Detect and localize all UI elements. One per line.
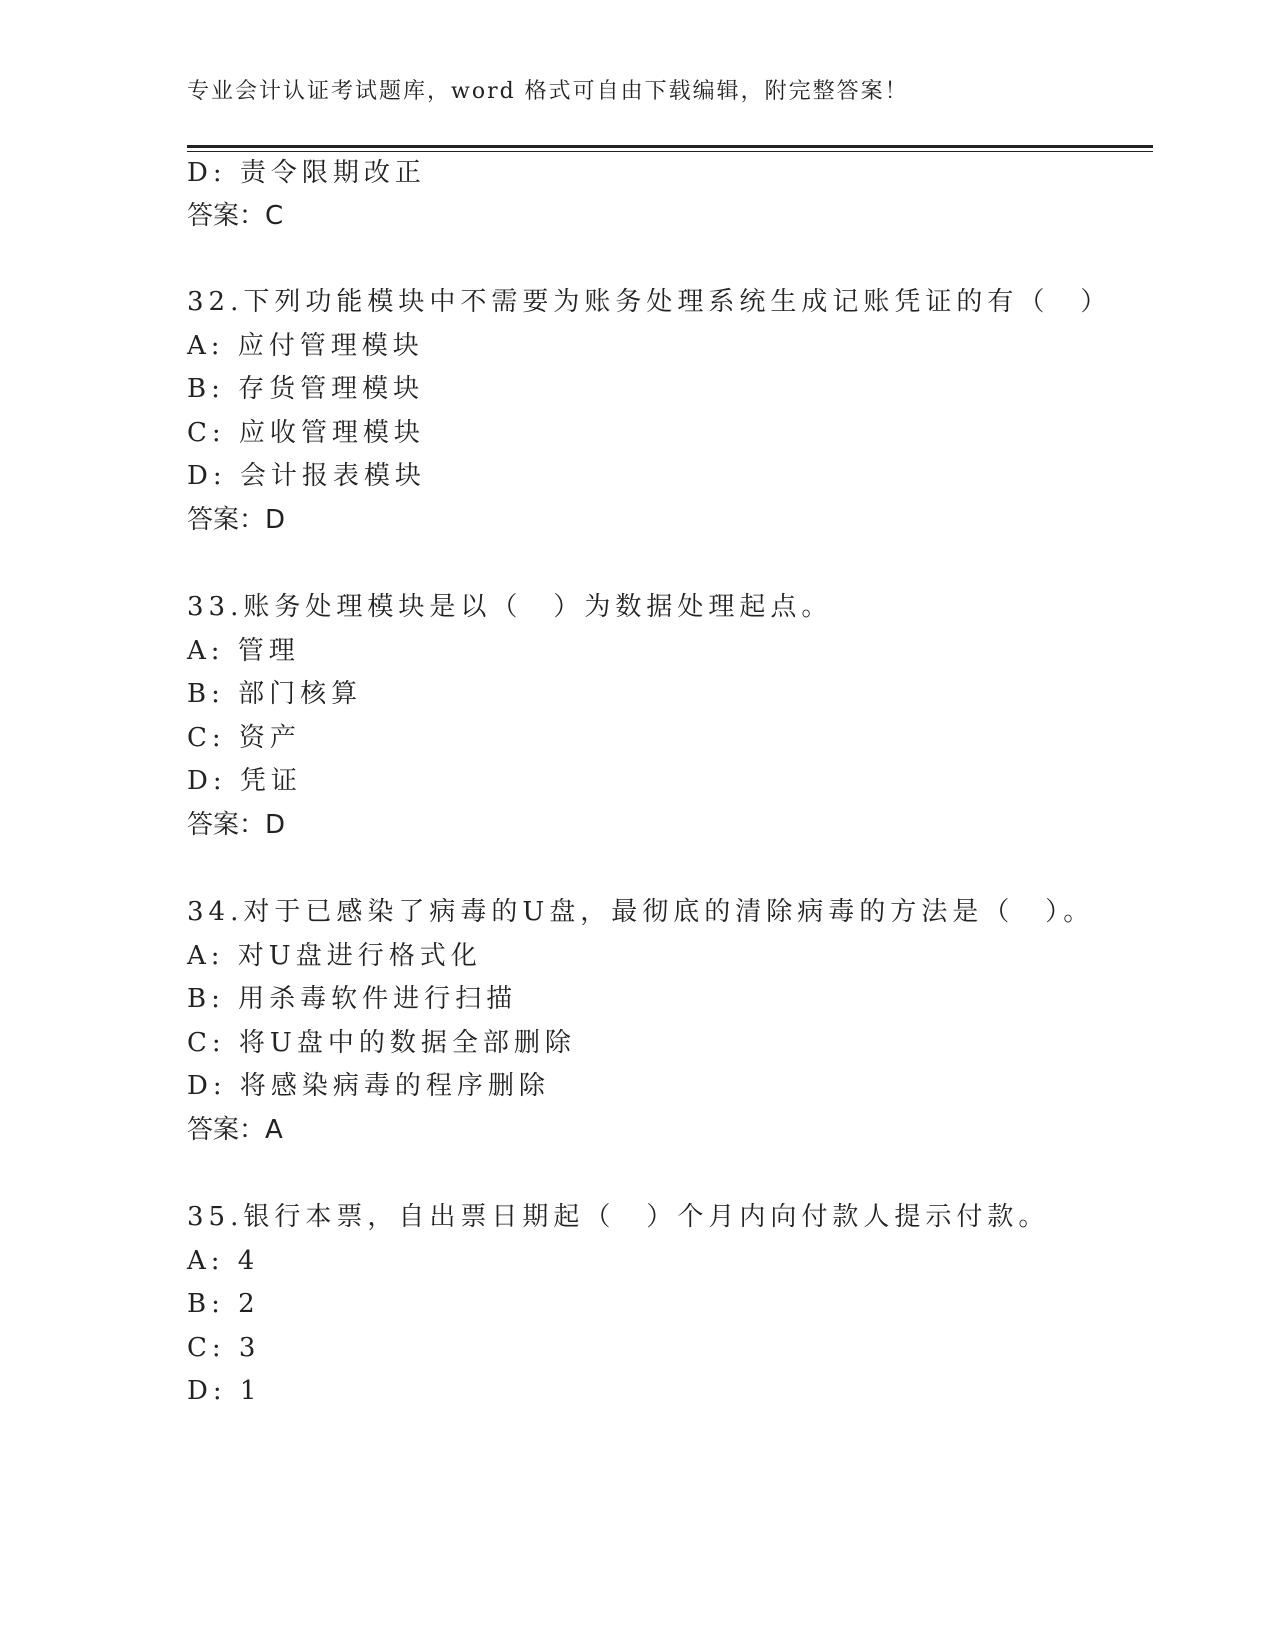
option-b: B: 用杀毒软件进行扫描 — [187, 984, 518, 1014]
answer-line: 答案：A — [187, 1115, 283, 1145]
question-stem-35: 35.银行本票，自出票日期起（ ）个月内向付款人提示付款。 — [187, 1202, 1050, 1232]
page-header: 专业会计认证考试题库，word 格式可自由下载编辑，附完整答案！ — [187, 79, 909, 104]
option-b: B: 部门核算 — [187, 679, 363, 709]
option-b: B: 2 — [187, 1289, 260, 1319]
option-c: C: 应收管理模块 — [187, 418, 425, 448]
question-stem-33: 33.账务处理模块是以（ ）为数据处理起点。 — [187, 592, 833, 622]
question-stem-32: 32.下列功能模块中不需要为账务处理系统生成记账凭证的有（ ） — [187, 287, 1112, 317]
option-c: C: 3 — [187, 1333, 261, 1363]
option-b: B: 存货管理模块 — [187, 374, 425, 404]
option-a: A: 4 — [187, 1246, 260, 1276]
option-a: A: 应付管理模块 — [187, 331, 424, 361]
answer-line: 答案：D — [187, 505, 286, 535]
answer-line: 答案：D — [187, 810, 286, 840]
option-d: D: 责令限期改正 — [187, 158, 426, 188]
option-a: A: 对U盘进行格式化 — [187, 941, 482, 971]
option-c: C: 将U盘中的数据全部删除 — [187, 1028, 576, 1058]
header-divider-thick — [187, 145, 1153, 148]
option-d: D: 凭证 — [187, 766, 302, 796]
header-divider-thin — [187, 151, 1153, 152]
question-stem-34: 34.对于已感染了病毒的U盘，最彻底的清除病毒的方法是（ ）。 — [187, 897, 1095, 927]
option-a: A: 管理 — [187, 636, 300, 666]
option-c: C: 资产 — [187, 723, 301, 753]
answer-line: 答案：C — [187, 201, 284, 231]
option-d: D: 将感染病毒的程序删除 — [187, 1071, 550, 1101]
option-d: D: 会计报表模块 — [187, 461, 426, 491]
option-d: D: 1 — [187, 1376, 262, 1406]
